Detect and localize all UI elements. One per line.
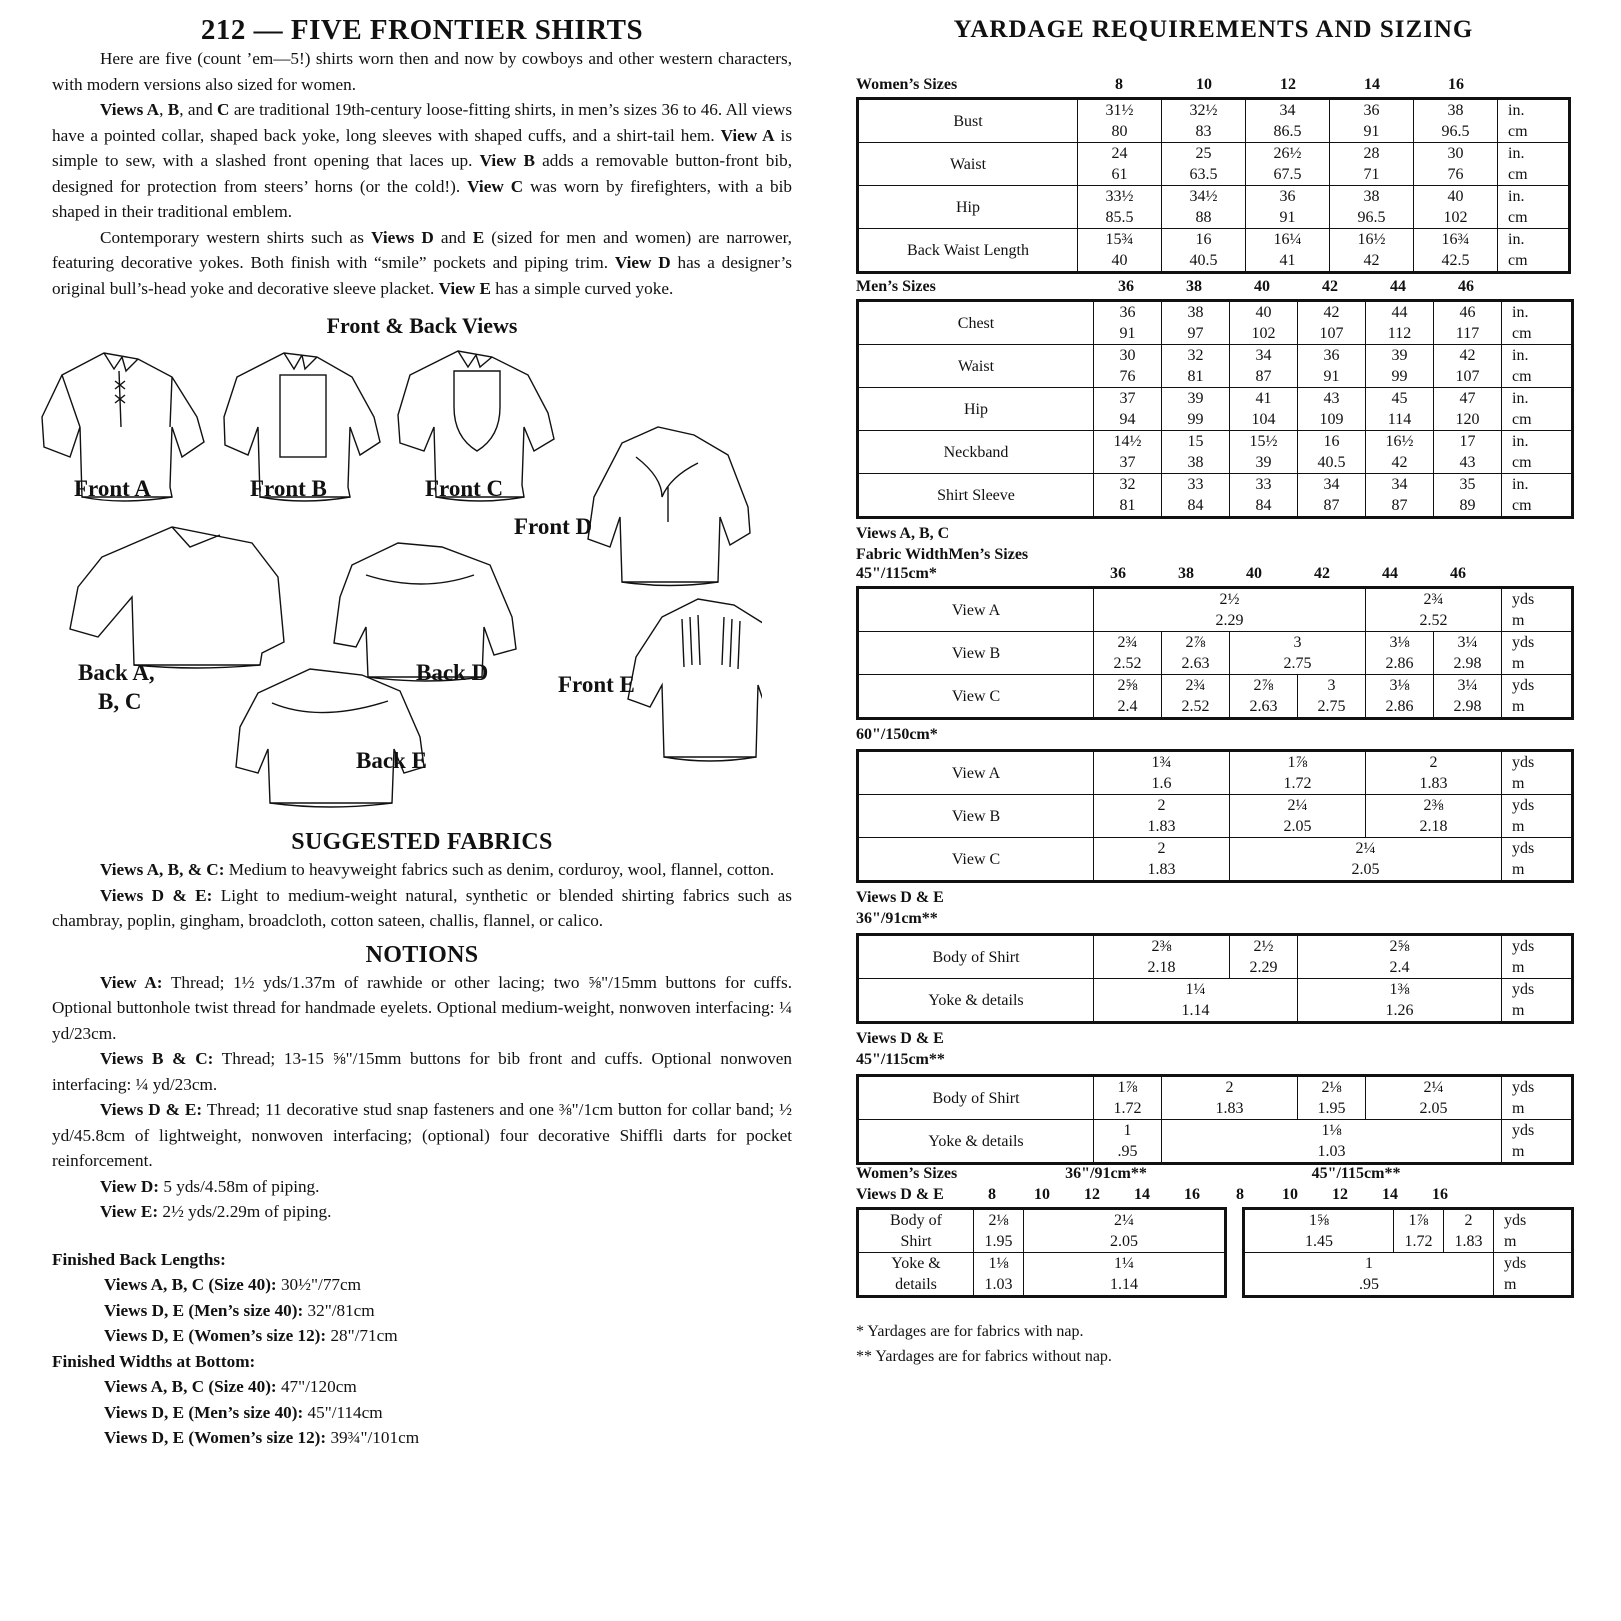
unit-cell: in. cm xyxy=(1498,143,1570,186)
caption-back-abc-1: Back A, xyxy=(78,660,155,685)
table-cell: 28 71 xyxy=(1330,143,1414,186)
table-cell: 1⅜ 1.26 xyxy=(1298,979,1502,1023)
back-lengths-heading: Finished Back Lengths: xyxy=(52,1249,226,1269)
unit-cell: in. cm xyxy=(1498,229,1570,273)
row-label: View C xyxy=(858,838,1094,882)
table-cell: 2 1.83 xyxy=(1366,751,1502,795)
size-header: 36 xyxy=(1118,278,1134,295)
table-cell: 24 61 xyxy=(1078,143,1162,186)
table-cell: 30 76 xyxy=(1414,143,1498,186)
table-cell: 3 2.75 xyxy=(1298,675,1366,719)
width-item: Views D, E (Women’s size 12): 39¾"/101cm xyxy=(104,1428,420,1447)
page-title: 212 — FIVE FRONTIER SHIRTS xyxy=(200,14,644,46)
unit-cell: yds m xyxy=(1502,1120,1573,1164)
table-cell: 35 89 xyxy=(1434,474,1502,518)
women-sizes-table xyxy=(856,97,1571,274)
row-label: Waist xyxy=(858,143,1078,186)
table-cell: 2¾ 2.52 xyxy=(1366,588,1502,632)
table-cell: 15 38 xyxy=(1162,431,1230,474)
women-de-tables xyxy=(856,1207,1571,1311)
views-heading: Front & Back Views xyxy=(326,313,518,338)
unit-cell: in. cm xyxy=(1502,301,1573,345)
table-cell: 40 102 xyxy=(1230,301,1298,345)
row-label: View B xyxy=(858,632,1094,675)
row-label: Waist xyxy=(858,345,1094,388)
table-cell: 16¼ 41 xyxy=(1246,229,1330,273)
table-row xyxy=(858,1076,1573,1120)
caption-front-d: Front D xyxy=(514,514,593,539)
table-cell: 2⅞ 2.63 xyxy=(1230,675,1298,719)
de45-label-2: 45"/115cm** xyxy=(856,1051,945,1068)
table-cell: 34 87 xyxy=(1230,345,1298,388)
row-label: Body of Shirt xyxy=(858,1209,974,1253)
table-cell: 34 87 xyxy=(1366,474,1434,518)
back-length-item: Views D, E (Men’s size 40): 32"/81cm xyxy=(104,1300,375,1320)
table-row xyxy=(858,1253,1226,1297)
table-cell: 39 99 xyxy=(1162,388,1230,431)
table-cell: 36 91 xyxy=(1298,345,1366,388)
table-cell: 1 .95 xyxy=(1094,1120,1162,1164)
left-column xyxy=(52,14,792,1451)
table-cell: 42 107 xyxy=(1434,345,1502,388)
unit-cell: in. cm xyxy=(1502,345,1573,388)
finished-measurements xyxy=(52,1247,792,1451)
unit-cell: yds m xyxy=(1494,1209,1573,1253)
row-label: View A xyxy=(858,751,1094,795)
size-header: 8 xyxy=(1236,1186,1244,1203)
table-cell: 2 1.83 xyxy=(1162,1076,1298,1120)
abc-sizes-header xyxy=(856,565,1571,586)
women-de-label-2: Views D & E xyxy=(856,1186,944,1203)
size-header: 46 xyxy=(1450,565,1466,582)
table-cell: 45 114 xyxy=(1366,388,1434,431)
table-cell: 2⅛ 1.95 xyxy=(1298,1076,1366,1120)
table-cell: 44 112 xyxy=(1366,301,1434,345)
table-cell: 2⅛ 1.95 xyxy=(974,1209,1024,1253)
table-row xyxy=(858,229,1570,273)
table-cell: 16 40.5 xyxy=(1162,229,1246,273)
abc-label-1: Views A, B, C xyxy=(856,525,950,542)
row-label: Hip xyxy=(858,388,1094,431)
de36-label-1: Views D & E xyxy=(856,889,944,906)
abc-60-table xyxy=(856,749,1574,883)
size-header: 16 xyxy=(1184,1186,1200,1203)
fabric-abc: Views A, B, & C: Medium to heavyweight fabrics such as denim, corduroy, wool, flannel, cotton. xyxy=(100,860,775,879)
table-cell: 46 117 xyxy=(1434,301,1502,345)
back-length-item: Views A, B, C (Size 40): 30½"/77cm xyxy=(104,1275,362,1294)
table-cell: 2⅝ 2.4 xyxy=(1298,935,1502,979)
table-cell: 38 96.5 xyxy=(1330,186,1414,229)
table-cell: 3¼ 2.98 xyxy=(1434,632,1502,675)
size-header: 38 xyxy=(1178,565,1194,582)
row-label: Hip xyxy=(858,186,1078,229)
men-sizes-table xyxy=(856,299,1574,519)
table-cell: 1¾ 1.6 xyxy=(1094,751,1230,795)
front-e-drawing xyxy=(628,599,762,761)
caption-front-b: Front B xyxy=(250,476,327,501)
table-cell: 34½ 88 xyxy=(1162,186,1246,229)
row-label: Yoke & details xyxy=(858,1253,974,1297)
fabrics-heading: SUGGESTED FABRICS xyxy=(291,829,553,855)
table-cell: 32 81 xyxy=(1162,345,1230,388)
women-sizes-header xyxy=(856,76,1571,97)
size-header: 16 xyxy=(1432,1186,1448,1203)
size-header: 38 xyxy=(1186,278,1202,295)
intro-paragraph-3: Contemporary western shirts such as Views D and E (sized for men and women) are narrower, featuring decorative yokes. Both finish with “smile” pockets and piping trim. View D has a designer’s original bull’s-head yoke and decorative sleeve placket. View E has a simple curved yoke. xyxy=(52,227,792,298)
size-header: 8 xyxy=(1115,76,1123,93)
table-row xyxy=(858,632,1573,675)
unit-cell: in. cm xyxy=(1502,431,1573,474)
unit-cell: yds m xyxy=(1502,838,1573,882)
unit-cell: yds m xyxy=(1502,795,1573,838)
table-cell: 2¼ 2.05 xyxy=(1230,838,1502,882)
table-cell: 36 91 xyxy=(1094,301,1162,345)
table-row xyxy=(858,1209,1226,1253)
table-cell: 36 91 xyxy=(1330,99,1414,143)
row-label: View C xyxy=(858,675,1094,719)
men-sizes-header xyxy=(856,278,1571,299)
de36-label-2: 36"/91cm** xyxy=(856,910,938,927)
table-cell: 2¼ 2.05 xyxy=(1230,795,1366,838)
table-cell: 31½ 80 xyxy=(1078,99,1162,143)
abc-label-2: Fabric WidthMen’s Sizes xyxy=(856,546,1029,563)
table-cell: 38 96.5 xyxy=(1414,99,1498,143)
table-cell: 2 1.83 xyxy=(1094,838,1230,882)
table-cell: 2⅝ 2.4 xyxy=(1094,675,1162,719)
table-cell: 30 76 xyxy=(1094,345,1162,388)
table-cell: 2 1.83 xyxy=(1094,795,1230,838)
unit-cell: in. cm xyxy=(1498,186,1570,229)
table-row xyxy=(858,935,1573,979)
width-item: Views A, B, C (Size 40): 47"/120cm xyxy=(104,1377,357,1396)
width-item: Views D, E (Men’s size 40): 45"/114cm xyxy=(104,1402,383,1422)
table-row xyxy=(858,675,1573,719)
table-cell: 1¼ 1.14 xyxy=(1024,1253,1226,1297)
table-cell: 16¾ 42.5 xyxy=(1414,229,1498,273)
table-row xyxy=(858,751,1573,795)
table-cell: 14½ 37 xyxy=(1094,431,1162,474)
unit-cell: in. cm xyxy=(1498,99,1570,143)
unit-cell: in. cm xyxy=(1502,388,1573,431)
women-de-header-1 xyxy=(856,1165,1571,1186)
caption-front-a: Front A xyxy=(74,476,151,501)
notion-view-e: View E: 2½ yds/2.29m of piping. xyxy=(100,1202,332,1221)
table-row xyxy=(858,301,1573,345)
table-cell: 15½ 39 xyxy=(1230,431,1298,474)
note-nap: * Yardages are for fabrics with nap. xyxy=(856,1323,1084,1340)
notions-heading: NOTIONS xyxy=(365,941,479,968)
unit-cell: yds m xyxy=(1502,1076,1573,1120)
size-header: 12 xyxy=(1084,1186,1100,1203)
row-label: View A xyxy=(858,588,1094,632)
table-row xyxy=(858,143,1570,186)
table-cell: 3 2.75 xyxy=(1230,632,1366,675)
size-header: 14 xyxy=(1134,1186,1150,1203)
caption-back-d: Back D xyxy=(416,660,489,685)
row-label: Yoke & details xyxy=(858,1120,1094,1164)
women-de-width-36: 36"/91cm** xyxy=(1065,1165,1147,1182)
table-row xyxy=(858,388,1573,431)
size-header: 44 xyxy=(1390,278,1406,295)
size-header: 42 xyxy=(1322,278,1338,295)
size-header: 12 xyxy=(1332,1186,1348,1203)
unit-cell: in. cm xyxy=(1502,474,1573,518)
size-header: 40 xyxy=(1254,278,1270,295)
row-label: Neckband xyxy=(858,431,1094,474)
abc-width-60: 60"/150cm* xyxy=(856,726,938,743)
women-de-36-table xyxy=(856,1207,1227,1298)
fabric-de: Views D & E: Light to medium-weight natural, synthetic or blended shirting fabrics such as chambray, poplin, gingham, broadcloth, cotton sateen, challis, flannel, or calico. xyxy=(52,885,792,930)
back-abc-drawing xyxy=(70,527,284,668)
notion-views-de: Views D & E: Thread; 11 decorative stud snap fasteners and one ⅜"/1cm button for collar band; ½ yd/45.8cm of lightweight, nonwoven interfacing; (optional) four decorative Shiffli darts for pocket reinforcement. xyxy=(52,1100,792,1170)
table-row xyxy=(858,588,1573,632)
unit-cell: yds m xyxy=(1502,935,1573,979)
table-cell: 47 120 xyxy=(1434,388,1502,431)
row-label: Back Waist Length xyxy=(858,229,1078,273)
caption-back-abc-2: B, C xyxy=(98,689,142,714)
table-cell: 1⅞ 1.72 xyxy=(1394,1209,1444,1253)
table-row xyxy=(858,474,1573,518)
table-row xyxy=(858,99,1570,143)
caption-front-e: Front E xyxy=(558,672,635,697)
caption-back-e: Back E xyxy=(356,748,427,773)
right-column xyxy=(856,14,1571,1369)
intro-paragraph-1: Here are five (count ’em—5!) shirts worn then and now by cowboys and other western characters, with modern versions also sized for women. xyxy=(52,49,792,94)
table-cell: 1¼ 1.14 xyxy=(1094,979,1298,1023)
unit-cell: yds m xyxy=(1502,751,1573,795)
size-header: 10 xyxy=(1196,76,1212,93)
caption-front-c: Front C xyxy=(425,476,504,501)
table-cell: 32½ 83 xyxy=(1162,99,1246,143)
table-cell: 37 94 xyxy=(1094,388,1162,431)
notion-view-d: View D: 5 yds/4.58m of piping. xyxy=(100,1176,320,1196)
table-cell: 3⅛ 2.86 xyxy=(1366,632,1434,675)
note-without-nap: ** Yardages are for fabrics without nap. xyxy=(856,1348,1112,1365)
table-cell: 41 104 xyxy=(1230,388,1298,431)
size-header: 14 xyxy=(1364,76,1380,93)
abc-45-table xyxy=(856,586,1574,720)
row-label: Bust xyxy=(858,99,1078,143)
women-de-45-table xyxy=(1242,1207,1574,1298)
table-cell: 40 102 xyxy=(1414,186,1498,229)
row-label: Body of Shirt xyxy=(858,1076,1094,1120)
size-header: 46 xyxy=(1458,278,1474,295)
women-de-label-1: Women’s Sizes xyxy=(856,1165,958,1182)
row-label: Chest xyxy=(858,301,1094,345)
table-cell: 42 107 xyxy=(1298,301,1366,345)
men-sizes-label: Men’s Sizes xyxy=(856,278,936,295)
size-header: 42 xyxy=(1314,565,1330,582)
back-e-drawing xyxy=(236,669,424,807)
size-header: 40 xyxy=(1246,565,1262,582)
table-cell: 32 81 xyxy=(1094,474,1162,518)
de45-table xyxy=(856,1074,1574,1165)
table-row xyxy=(858,795,1573,838)
unit-cell: yds m xyxy=(1502,675,1573,719)
table-row xyxy=(858,431,1573,474)
notion-view-a: View A: Thread; 1½ yds/1.37m of rawhide or other lacing; two ⅝"/15mm buttons for cuffs. Optional buttonhole twist thread for handmade eyelets. Optional medium-weight, nonwoven interfacing: ¼ yd/23cm. xyxy=(52,972,792,1043)
table-row xyxy=(858,838,1573,882)
size-header: 14 xyxy=(1382,1186,1398,1203)
table-cell: 33 84 xyxy=(1230,474,1298,518)
table-cell: 34 87 xyxy=(1298,474,1366,518)
de36-table xyxy=(856,933,1574,1024)
size-header: 44 xyxy=(1382,565,1398,582)
size-header: 36 xyxy=(1110,565,1126,582)
size-header: 8 xyxy=(988,1186,996,1203)
table-row xyxy=(858,186,1570,229)
table-cell: 1⅝ 1.45 xyxy=(1244,1209,1394,1253)
size-header: 12 xyxy=(1280,76,1296,93)
table-cell: 17 43 xyxy=(1434,431,1502,474)
de45-label-1: Views D & E xyxy=(856,1030,944,1047)
table-cell: 1⅞ 1.72 xyxy=(1094,1076,1162,1120)
women-sizes-label: Women’s Sizes xyxy=(856,76,958,93)
table-row xyxy=(1244,1209,1573,1253)
women-de-width-45: 45"/115cm** xyxy=(1311,1165,1401,1182)
table-cell: 2½ 2.29 xyxy=(1094,588,1366,632)
table-cell: 2 1.83 xyxy=(1444,1209,1494,1253)
table-cell: 2⅞ 2.63 xyxy=(1162,632,1230,675)
table-cell: 2¼ 2.05 xyxy=(1366,1076,1502,1120)
table-cell: 1⅞ 1.72 xyxy=(1230,751,1366,795)
table-cell: 33 84 xyxy=(1162,474,1230,518)
size-header: 16 xyxy=(1448,76,1464,93)
table-row xyxy=(858,1120,1573,1164)
row-label: View B xyxy=(858,795,1094,838)
table-cell: 16½ 42 xyxy=(1330,229,1414,273)
size-header: 10 xyxy=(1034,1186,1050,1203)
women-de-header-2 xyxy=(856,1186,1571,1207)
unit-cell: yds m xyxy=(1494,1253,1573,1297)
row-label: Body of Shirt xyxy=(858,935,1094,979)
yardage-title: YARDAGE REQUIREMENTS AND SIZING xyxy=(953,16,1474,43)
table-row xyxy=(1244,1253,1573,1297)
table-cell: 33½ 85.5 xyxy=(1078,186,1162,229)
table-cell: 16½ 42 xyxy=(1366,431,1434,474)
table-cell: 16 40.5 xyxy=(1298,431,1366,474)
table-cell: 2½ 2.29 xyxy=(1230,935,1298,979)
table-row xyxy=(858,345,1573,388)
table-cell: 34 86.5 xyxy=(1246,99,1330,143)
table-cell: 3⅛ 2.86 xyxy=(1366,675,1434,719)
back-length-item: Views D, E (Women’s size 12): 28"/71cm xyxy=(104,1326,398,1345)
unit-cell: yds m xyxy=(1502,979,1573,1023)
table-cell: 1⅛ 1.03 xyxy=(1162,1120,1502,1164)
table-cell: 39 99 xyxy=(1366,345,1434,388)
widths-heading: Finished Widths at Bottom: xyxy=(52,1351,256,1371)
size-header: 10 xyxy=(1282,1186,1298,1203)
table-cell: 38 97 xyxy=(1162,301,1230,345)
table-cell: 2⅜ 2.18 xyxy=(1366,795,1502,838)
table-cell: 2¼ 2.05 xyxy=(1024,1209,1226,1253)
abc-width-45: 45"/115cm* xyxy=(856,565,937,582)
row-label: Yoke & details xyxy=(858,979,1094,1023)
intro-paragraph-2: Views A, B, and C are traditional 19th-century loose-fitting shirts, in men’s sizes 36 to 46. All views have a pointed collar, shaped back yoke, long sleeves with shaped cuffs, and a shirt-tail hem. View A is simple to sew, with a slashed front opening that laces up. View B adds a removable button-front bib, designed for protection from steers’ horns (or the cold!). View C was worn by firefighters, with a bib shaped in their traditional emblem. xyxy=(52,100,793,221)
table-cell: 3¼ 2.98 xyxy=(1434,675,1502,719)
shirt-illustrations xyxy=(22,347,762,819)
table-cell: 2⅜ 2.18 xyxy=(1094,935,1230,979)
row-label: Shirt Sleeve xyxy=(858,474,1094,518)
unit-cell: yds m xyxy=(1502,632,1573,675)
table-row xyxy=(858,979,1573,1023)
front-d-drawing xyxy=(588,427,750,586)
table-cell: 36 91 xyxy=(1246,186,1330,229)
table-cell: 2¾ 2.52 xyxy=(1094,632,1162,675)
table-cell: 15¾ 40 xyxy=(1078,229,1162,273)
table-cell: 1 .95 xyxy=(1244,1253,1494,1297)
table-cell: 43 109 xyxy=(1298,388,1366,431)
table-cell: 26½ 67.5 xyxy=(1246,143,1330,186)
unit-cell: yds m xyxy=(1502,588,1573,632)
table-cell: 25 63.5 xyxy=(1162,143,1246,186)
notion-views-bc: Views B & C: Thread; 13-15 ⅝"/15mm buttons for bib front and cuffs. Optional nonwoven interfacing: ¼ yd/23cm. xyxy=(52,1049,792,1094)
table-cell: 2¾ 2.52 xyxy=(1162,675,1230,719)
table-cell: 1⅛ 1.03 xyxy=(974,1253,1024,1297)
